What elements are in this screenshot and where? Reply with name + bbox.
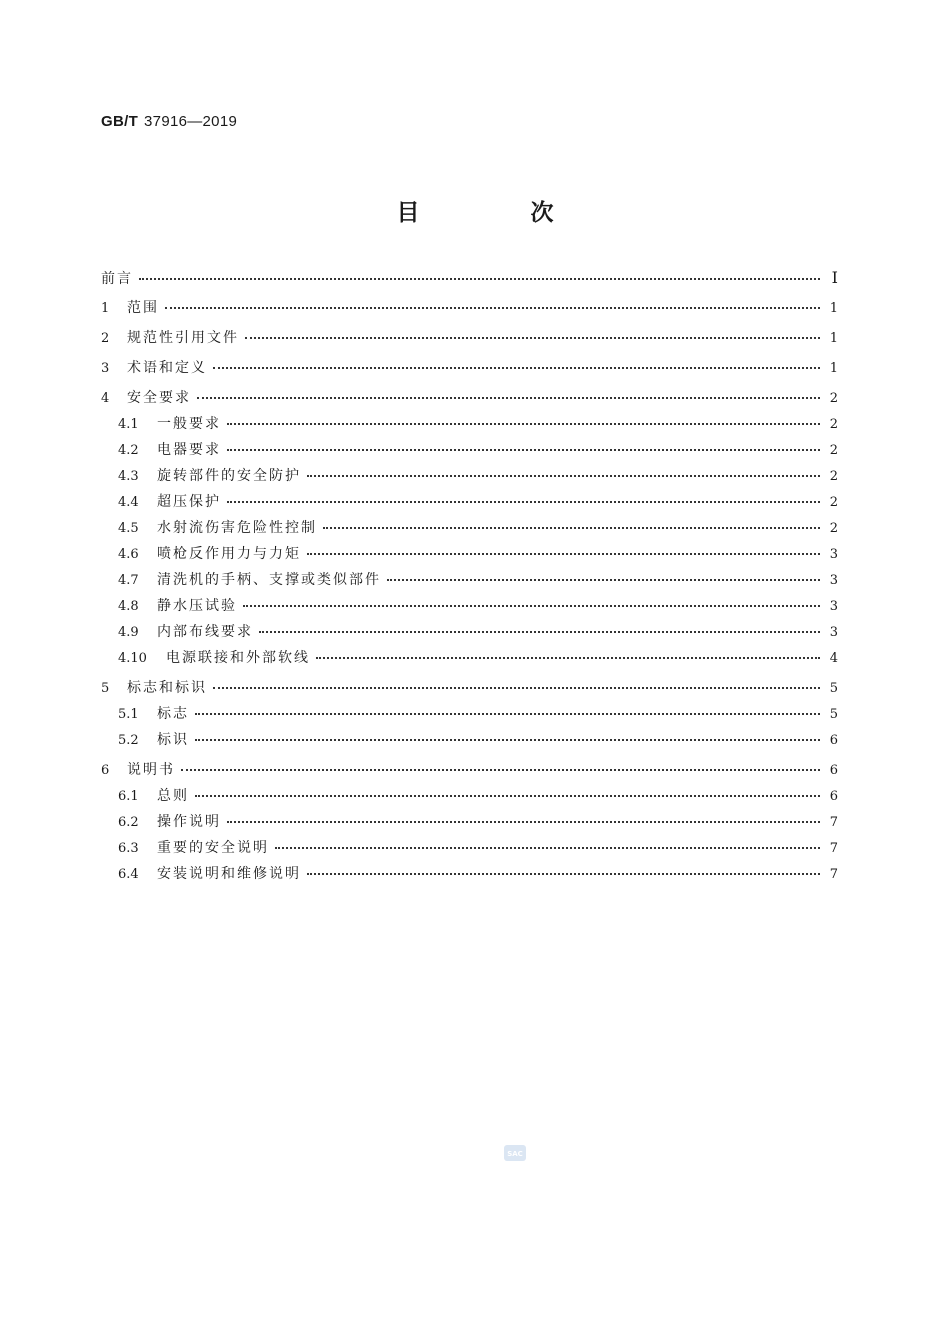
toc-entry-title: 标识 bbox=[157, 732, 189, 748]
toc-dot-leader bbox=[307, 552, 820, 555]
toc-entry[interactable] bbox=[101, 788, 838, 805]
toc-dot-leader bbox=[243, 604, 820, 607]
toc-entry-title: 安全要求 bbox=[127, 390, 191, 406]
toc-dot-leader bbox=[245, 336, 820, 339]
standard-number: 37916—2019 bbox=[144, 113, 238, 130]
toc-entry[interactable] bbox=[101, 624, 838, 641]
toc-entry-number: 6.4 bbox=[118, 867, 139, 882]
toc-entry-number: 6.2 bbox=[118, 815, 139, 830]
toc-dot-leader bbox=[181, 768, 820, 771]
toc-entry-number: 4.9 bbox=[118, 625, 139, 640]
toc-entry-page: 7 bbox=[829, 867, 838, 882]
toc-dot-leader bbox=[195, 738, 820, 741]
toc-entry-title: 规范性引用文件 bbox=[127, 330, 239, 346]
toc-entry-page: 1 bbox=[829, 361, 838, 376]
toc-entry[interactable] bbox=[101, 270, 838, 287]
toc-entry-number: 4.4 bbox=[118, 495, 139, 510]
toc-entry-title: 旋转部件的安全防护 bbox=[157, 468, 301, 484]
toc-entry-page: 7 bbox=[829, 815, 838, 830]
toc-entry-page: 2 bbox=[829, 495, 838, 510]
toc-entry-title: 范围 bbox=[127, 300, 159, 316]
toc-entry-title: 水射流伤害危险性控制 bbox=[157, 520, 317, 536]
toc-entry-page: 6 bbox=[829, 733, 838, 748]
toc-entry-number: 4.6 bbox=[118, 547, 139, 562]
standard-prefix: GB/T bbox=[101, 113, 139, 130]
toc-entry-number: 4.10 bbox=[118, 651, 147, 666]
page-title: 目 次 bbox=[396, 200, 598, 226]
toc-entry-title: 静水压试验 bbox=[157, 598, 237, 614]
toc-entry-number: 1 bbox=[101, 301, 110, 316]
table-of-contents bbox=[101, 270, 838, 883]
toc-entry-title: 说明书 bbox=[127, 762, 175, 778]
toc-entry-page: 5 bbox=[829, 681, 838, 696]
toc-entry[interactable] bbox=[101, 732, 838, 749]
toc-entry-page: 4 bbox=[829, 651, 838, 666]
toc-entry-page: 1 bbox=[829, 301, 838, 316]
toc-entry[interactable] bbox=[101, 814, 838, 831]
toc-entry[interactable] bbox=[101, 706, 838, 723]
toc-dot-leader bbox=[307, 872, 820, 875]
toc-entry[interactable] bbox=[101, 598, 838, 615]
toc-entry-number: 4.2 bbox=[118, 443, 139, 458]
toc-entry-title: 安装说明和维修说明 bbox=[157, 866, 301, 882]
toc-entry-title: 标志和标识 bbox=[127, 680, 207, 696]
toc-entry[interactable] bbox=[101, 442, 838, 459]
toc-entry[interactable] bbox=[101, 416, 838, 433]
toc-entry-page: 7 bbox=[829, 841, 838, 856]
toc-entry-page: 6 bbox=[829, 789, 838, 804]
toc-entry-title: 一般要求 bbox=[157, 416, 221, 432]
toc-dot-leader bbox=[197, 396, 820, 399]
toc-entry-number: 4.1 bbox=[118, 417, 139, 432]
toc-dot-leader bbox=[227, 500, 820, 503]
toc-entry-title: 术语和定义 bbox=[127, 360, 207, 376]
toc-dot-leader bbox=[323, 526, 820, 529]
toc-entry-page: 3 bbox=[829, 573, 838, 588]
toc-entry[interactable] bbox=[101, 680, 838, 697]
toc-entry-number: 5.1 bbox=[118, 707, 139, 722]
toc-entry-number: 4.8 bbox=[118, 599, 139, 614]
toc-entry-page: 6 bbox=[829, 763, 838, 778]
toc-dot-leader bbox=[165, 306, 820, 309]
toc-entry-number: 3 bbox=[101, 361, 110, 376]
toc-entry-page: 2 bbox=[829, 443, 838, 458]
toc-entry-number: 4.3 bbox=[118, 469, 139, 484]
watermark-text: SAC bbox=[507, 1150, 523, 1158]
toc-entry-page: 3 bbox=[829, 547, 838, 562]
toc-dot-leader bbox=[227, 820, 820, 823]
toc-entry[interactable] bbox=[101, 390, 838, 407]
toc-entry-page: 5 bbox=[829, 707, 838, 722]
toc-entry-title: 超压保护 bbox=[157, 494, 221, 510]
toc-entry[interactable] bbox=[101, 866, 838, 883]
toc-entry-page: 2 bbox=[829, 417, 838, 432]
toc-entry-page: 1 bbox=[829, 331, 838, 346]
toc-entry-title: 总则 bbox=[157, 788, 189, 804]
toc-entry-title: 标志 bbox=[157, 706, 189, 722]
toc-dot-leader bbox=[387, 578, 820, 581]
toc-entry[interactable] bbox=[101, 520, 838, 537]
toc-dot-leader bbox=[259, 630, 820, 633]
toc-dot-leader bbox=[307, 474, 820, 477]
toc-entry[interactable] bbox=[101, 300, 838, 317]
toc-dot-leader bbox=[195, 712, 820, 715]
toc-entry-page: 2 bbox=[829, 521, 838, 536]
toc-dot-leader bbox=[227, 422, 820, 425]
toc-entry-title: 操作说明 bbox=[157, 814, 221, 830]
toc-entry-page: Ⅰ bbox=[831, 268, 838, 287]
toc-entry-number: 4.7 bbox=[118, 573, 139, 588]
toc-entry-number: 2 bbox=[101, 331, 110, 346]
toc-entry[interactable] bbox=[101, 572, 838, 589]
toc-entry-page: 2 bbox=[829, 469, 838, 484]
toc-entry-title: 喷枪反作用力与力矩 bbox=[157, 546, 301, 562]
toc-dot-leader bbox=[139, 277, 820, 280]
toc-entry-number: 4.5 bbox=[118, 521, 139, 536]
toc-entry[interactable] bbox=[101, 840, 838, 857]
toc-dot-leader bbox=[275, 846, 820, 849]
standard-code bbox=[101, 113, 237, 130]
toc-entry-page: 2 bbox=[829, 391, 838, 406]
toc-entry-title: 电源联接和外部软线 bbox=[166, 650, 310, 666]
toc-entry-title: 清洗机的手柄、支撑或类似部件 bbox=[157, 572, 381, 588]
toc-entry-title: 内部布线要求 bbox=[157, 624, 253, 640]
toc-entry-title: 电器要求 bbox=[157, 442, 221, 458]
toc-entry[interactable] bbox=[101, 360, 838, 377]
toc-dot-leader bbox=[316, 656, 820, 659]
toc-entry[interactable] bbox=[101, 494, 838, 511]
toc-entry-page: 3 bbox=[829, 599, 838, 614]
toc-entry[interactable] bbox=[101, 330, 838, 347]
toc-dot-leader bbox=[213, 366, 820, 369]
toc-entry[interactable] bbox=[101, 650, 838, 667]
toc-entry-number: 5.2 bbox=[118, 733, 139, 748]
toc-entry-page: 3 bbox=[829, 625, 838, 640]
toc-entry[interactable] bbox=[101, 762, 838, 779]
toc-entry[interactable] bbox=[101, 546, 838, 563]
toc-entry-number: 4 bbox=[101, 391, 110, 406]
toc-entry-number: 6 bbox=[101, 763, 110, 778]
toc-dot-leader bbox=[195, 794, 820, 797]
toc-dot-leader bbox=[227, 448, 820, 451]
toc-dot-leader bbox=[213, 686, 820, 689]
sac-logo-icon bbox=[503, 1142, 527, 1164]
toc-entry-title: 重要的安全说明 bbox=[157, 840, 269, 856]
toc-entry-title: 前言 bbox=[101, 271, 133, 287]
toc-entry-number: 6.3 bbox=[118, 841, 139, 856]
sac-logo-shape bbox=[503, 1142, 527, 1164]
toc-entry[interactable] bbox=[101, 468, 838, 485]
toc-entry-number: 6.1 bbox=[118, 789, 139, 804]
toc-entry-number: 5 bbox=[101, 681, 110, 696]
